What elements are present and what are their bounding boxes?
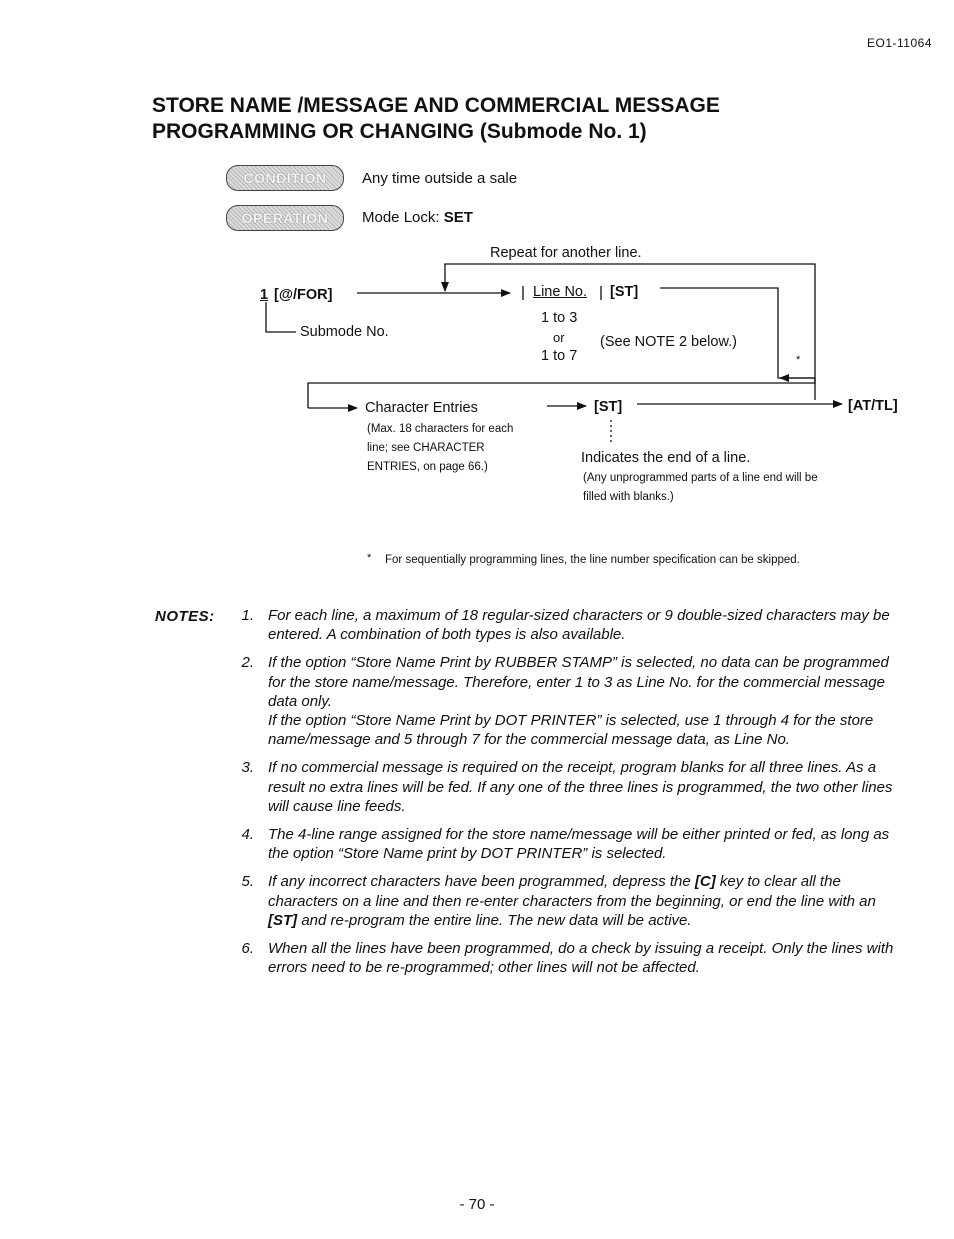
condition-badge: CONDITION (226, 165, 344, 191)
note-number: 3. (241, 759, 254, 777)
st-key-2: [ST] (594, 399, 623, 415)
note-item (232, 825, 902, 863)
see-note-2: (See NOTE 2 below.) (600, 334, 737, 350)
key-for: [@/FOR] (274, 287, 333, 303)
note-text-part: If any incorrect characters have been programmed, depress the (268, 873, 695, 891)
title-line-1: STORE NAME /MESSAGE AND COMMERCIAL MESSAGE (152, 94, 720, 117)
page-number: - 70 - (459, 1196, 495, 1213)
note-item (232, 872, 902, 930)
end-of-line-note (583, 469, 818, 507)
range-1: 1 to 3 (541, 310, 578, 326)
note-text-part: key to clear all the characters on a line and then re-enter characters from the beginning, or end the line with an (268, 873, 876, 910)
submode-bracket (266, 302, 296, 332)
condition-text: Any time outside a sale (362, 170, 518, 187)
char-note-line-2: line; see CHARACTER (367, 442, 485, 454)
key-st: [ST] (268, 911, 298, 929)
note-number: 2. (241, 654, 254, 672)
end-note-line-2: filled with blanks.) (583, 491, 674, 503)
note-text: For each line, a maximum of 18 regular-sized characters or 9 double-sized characters may be entered. A combination of both types is also available. (268, 607, 890, 644)
star-marker: * (796, 354, 801, 366)
note-text: When all the lines have been programmed, do a check by issuing a receipt. Only the lines with errors need to be re-programmed; other lines will not be affected. (268, 940, 894, 977)
end-note-line-1: (Any unprogrammed parts of a line end will be (583, 472, 818, 484)
note-text-continued: If the option “Store Name Print by DOT PRINTER” is selected, use 1 through 4 for the store name/message and 5 through 7 for the commercial message data, as Line No. (268, 712, 874, 749)
footnote-text: For sequentially programming lines, the line number specification can be skipped. (385, 554, 800, 566)
footnote-star: * (367, 552, 372, 564)
note-text (268, 873, 876, 928)
operation-value: SET (443, 209, 473, 226)
key-1: 1 (260, 287, 269, 303)
operation-label: Mode Lock: (362, 209, 440, 226)
end-of-line-label: Indicates the end of a line. (581, 450, 751, 466)
note-number: 6. (241, 940, 254, 958)
note-number: 5. (241, 873, 254, 891)
key-c: [C] (694, 873, 716, 891)
note-item (232, 606, 902, 644)
note-text: If no commercial message is required on the receipt, program blanks for all three lines. As a result no extra lines will be fed. If any one of the three lines is programmed, the two other lines will cause line feeds. (268, 759, 893, 815)
note-item (232, 653, 902, 749)
range-or: or (553, 330, 565, 345)
title-line-2: PROGRAMMING OR CHANGING (Submode No. 1) (152, 120, 647, 143)
char-note-line-3: ENTRIES, on page 66.) (367, 461, 488, 473)
operation-badge: OPERATION (226, 205, 344, 231)
repeat-label: Repeat for another line. (490, 245, 642, 261)
note-text: The 4-line range assigned for the store name/message will be either printed or fed, as long as the option “Store Name print by DOT PRINTER” is selected. (268, 826, 890, 863)
at-tl-key: [AT/TL] (848, 398, 898, 414)
document-id: EO1-11064 (867, 36, 932, 50)
st-key-1: [ST] (610, 284, 639, 300)
character-entries-label: Character Entries (365, 400, 478, 416)
character-entries-note (367, 420, 513, 477)
note-text: If the option “Store Name Print by RUBBER STAMP” is selected, no data can be programmed for the store name/message. Therefore, enter 1 to 3 as Line No. for the commercial message data only. (268, 654, 889, 710)
lineno-branch-line (660, 288, 815, 378)
note-item (232, 758, 902, 816)
range-2: 1 to 7 (541, 348, 578, 364)
note-item (232, 939, 902, 977)
notes-list (232, 606, 902, 986)
note-text-part: and re-program the entire line. The new data will be active. (297, 911, 692, 929)
note-number: 4. (241, 826, 254, 844)
submode-label: Submode No. (300, 324, 389, 340)
line-no-key: Line No. (533, 284, 588, 300)
notes-label: NOTES: (155, 608, 215, 625)
char-note-line-1: (Max. 18 characters for each (367, 423, 514, 435)
note-number: 1. (241, 607, 254, 624)
